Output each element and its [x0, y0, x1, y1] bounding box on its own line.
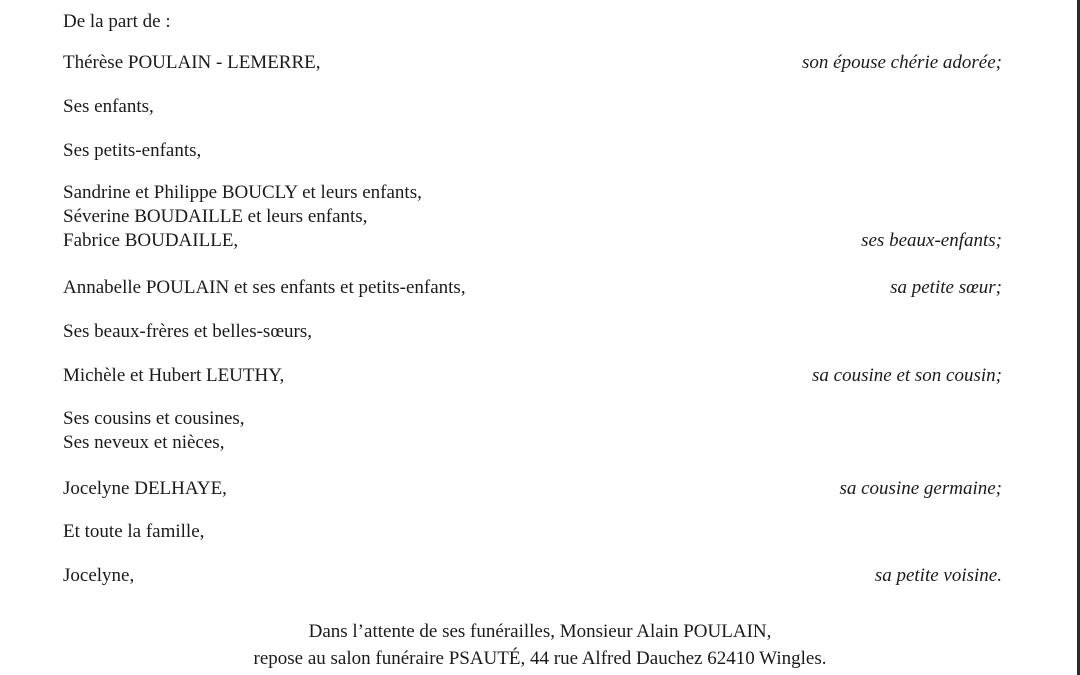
family-name-line: Fabrice BOUDAILLE,	[63, 230, 239, 251]
funeral-home-address-line: repose au salon funéraire PSAUTÉ, 44 rue Alfred Dauchez 62410 Wingles.	[253, 648, 827, 669]
family-name-line: Séverine BOUDAILLE et leurs enfants,	[63, 206, 368, 227]
family-name-line: Jocelyne,	[63, 565, 135, 586]
family-name-line: Et toute la famille,	[63, 521, 205, 542]
family-name-line: Annabelle POULAIN et ses enfants et petits-enfants,	[63, 277, 466, 298]
family-name-line: Sandrine et Philippe BOUCLY et leurs enfants,	[63, 182, 422, 203]
funeral-arrangement-line: Dans l’attente de ses funérailles, Monsieur Alain POULAIN,	[308, 621, 772, 642]
relationship-label: son épouse chérie adorée;	[802, 52, 1002, 73]
relationship-label: ses beaux-enfants;	[861, 230, 1002, 251]
relationship-label: sa petite voisine.	[874, 565, 1002, 586]
family-name-line: Ses beaux-frères et belles-sœurs,	[63, 321, 313, 342]
family-name-line: Ses petits-enfants,	[63, 140, 202, 161]
family-name-line: Thérèse POULAIN - LEMERRE,	[63, 52, 321, 73]
relationship-label: sa cousine germaine;	[839, 478, 1002, 499]
family-name-line: Ses enfants,	[63, 96, 154, 117]
intro-line: De la part de :	[63, 11, 171, 32]
family-name-line: Ses cousins et cousines,	[63, 408, 245, 429]
family-name-line: Ses neveux et nièces,	[63, 432, 225, 453]
relationship-label: sa petite sœur;	[890, 277, 1002, 298]
relationship-label: sa cousine et son cousin;	[812, 365, 1002, 386]
family-name-line: Michèle et Hubert LEUTHY,	[63, 365, 285, 386]
family-name-line: Jocelyne DELHAYE,	[63, 478, 227, 499]
